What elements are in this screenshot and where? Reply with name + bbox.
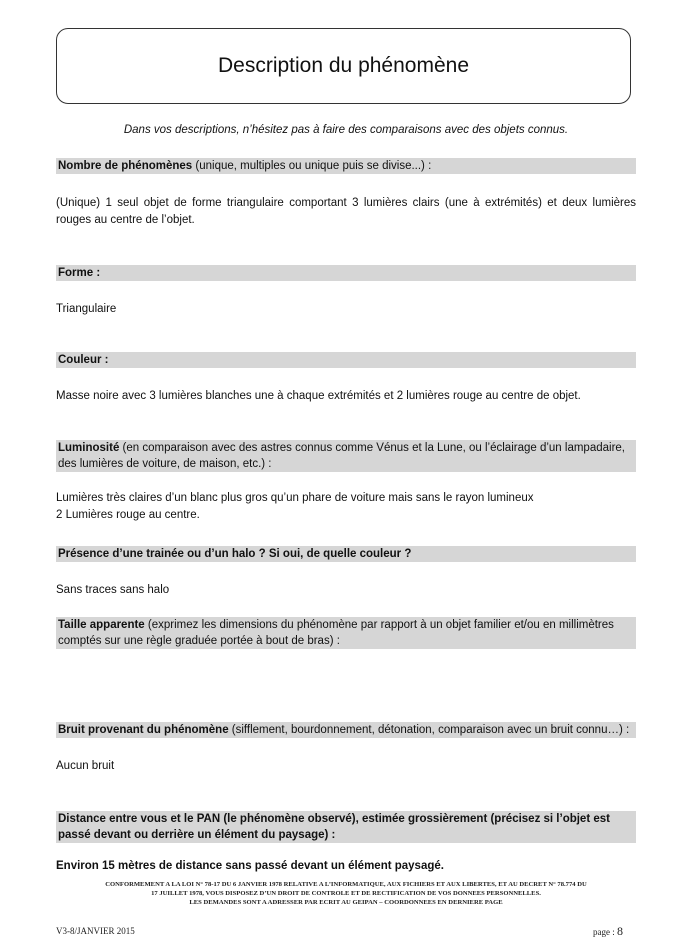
answer-text: (Unique) 1 seul objet de forme triangulaire comportant 3 lumières clairs (une à extrémités) et deux lumières rouges au centre de l’objet.: [56, 197, 636, 226]
question-header: Forme :: [56, 265, 636, 281]
page-number: page : 8: [593, 924, 623, 938]
distance-answer: Environ 15 mètres de distance sans passé devant un élément paysagé.: [56, 860, 444, 872]
section-forme: [56, 265, 636, 318]
page-title: Description du phénomène: [218, 54, 469, 77]
section-trainee: [56, 546, 636, 599]
question-header: Taille apparente (exprimez les dimensions du phénomène par rapport à un objet familier et/ou en millimètres comptés sur une règle graduée portée à bout de bras) :: [56, 617, 636, 649]
section-luminosite: [56, 440, 636, 524]
section-bruit: [56, 722, 636, 775]
answer-text: Sans traces sans halo: [56, 584, 170, 596]
legal-notice: CONFORMEMENT A LA LOI N° 78-17 DU 6 JANVIER 1978 RELATIVE A L’INFORMATIQUE, AUX FICHIERS ET AUX LIBERTES, ET AU DECRET N° 78.774 DU 17 JUILLET 1978, VOUS DISPOSEZ D’UN DROIT DE CONTROLE ET DE RECTIFICATION DE VOS DONNEES PERSONNELLES. LES DEMANDES SONT A ADRESSER PAR ECRIT AU GEIPAN – COORDONNEES EN DERNIERE PAGE: [105, 881, 587, 906]
question-header: Présence d’une trainée ou d’un halo ? Si oui, de quelle couleur ?: [56, 546, 636, 562]
answer-line: 2 Lumières rouge au centre.: [56, 509, 200, 521]
intro-text: Dans vos descriptions, n’hésitez pas à faire des comparaisons avec des objets connus.: [123, 124, 569, 136]
question-header: Distance entre vous et le PAN (le phénomène observé), estimée grossièrement (précisez si l’objet est passé devant ou derrière un élément du paysage) :: [56, 811, 636, 843]
question-header: Nombre de phénomènes (unique, multiples ou unique puis se divise...) :: [56, 158, 636, 174]
title-box: [56, 28, 631, 104]
answer-text: Triangulaire: [56, 303, 117, 315]
answer-text: Aucun bruit: [56, 760, 115, 772]
question-header: Luminosité (en comparaison avec des astres connus comme Vénus et la Lune, ou l’éclairage d’un lampadaire, des lumières de voiture, de maison, etc.) :: [56, 440, 636, 472]
version-label: V3-8/JANVIER 2015: [56, 926, 135, 936]
section-distance: [56, 811, 636, 843]
question-header: Bruit provenant du phénomène (sifflement, bourdonnement, détonation, comparaison avec un bruit connu…) :: [56, 722, 636, 738]
answer-text: [56, 490, 636, 524]
answer-line: Lumières très claires d’un blanc plus gros qu’un phare de voiture mais sans le rayon lumineux: [56, 492, 534, 504]
section-taille: [56, 617, 636, 649]
answer-text: Masse noire avec 3 lumières blanches une à chaque extrémités et 2 lumières rouge au centre de objet.: [56, 390, 581, 402]
section-couleur: [56, 352, 636, 405]
section-nombre: [56, 158, 636, 229]
question-header: Couleur :: [56, 352, 636, 368]
